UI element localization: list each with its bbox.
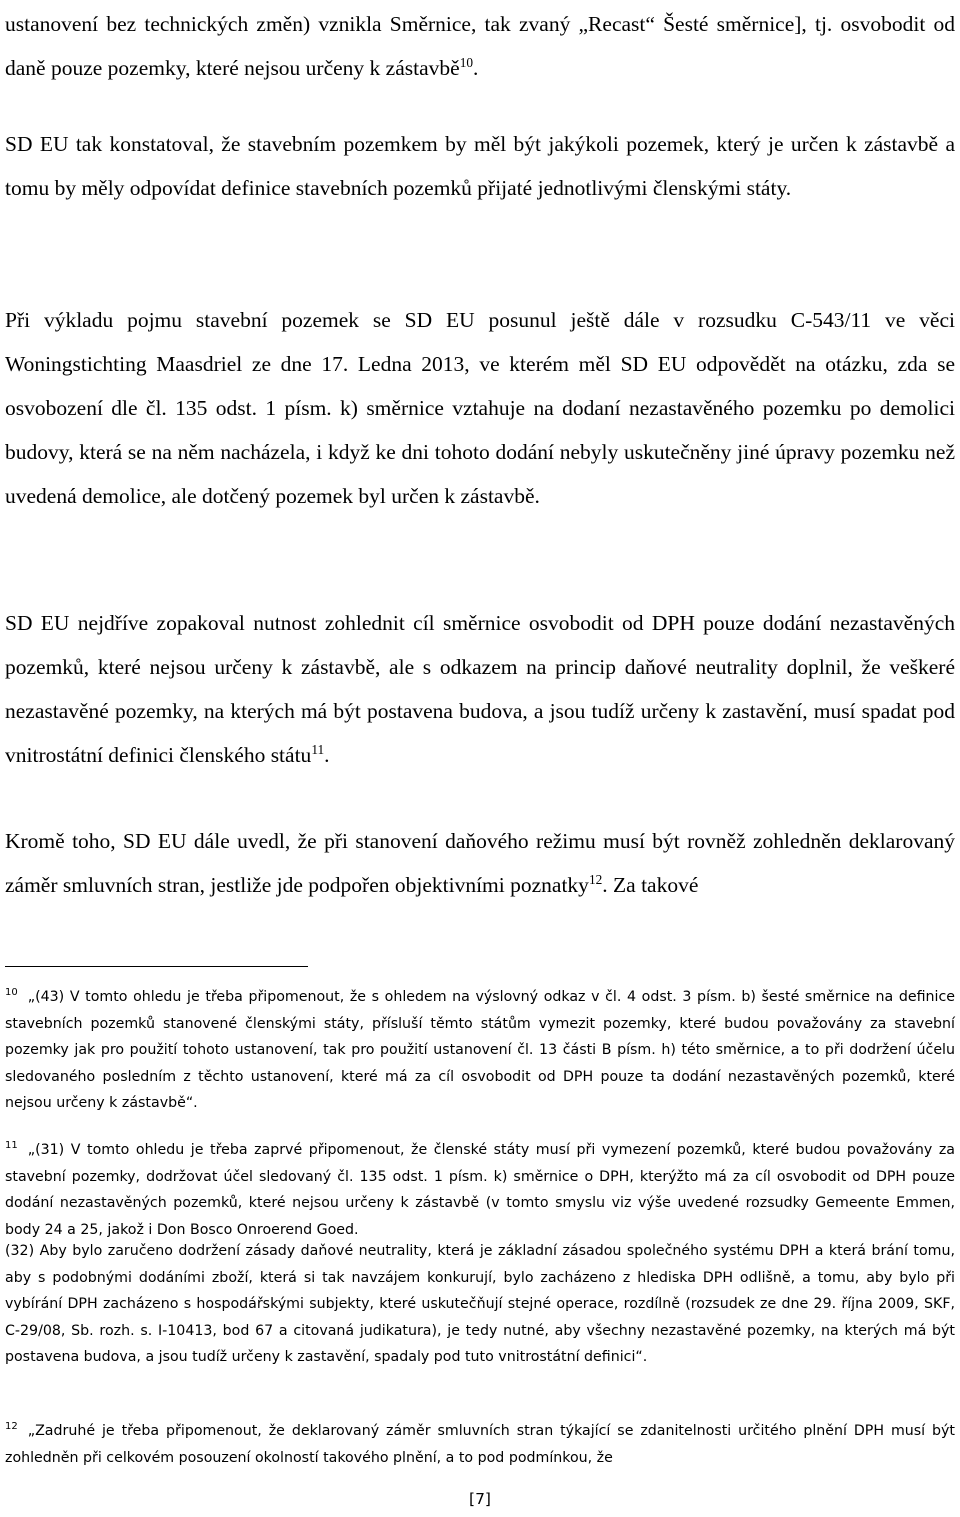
footnote-10 <box>5 984 955 1117</box>
footnote-number: 10 <box>5 987 18 999</box>
footnote-number: 12 <box>5 1421 18 1433</box>
footnote-text: (32) Aby bylo zaručeno dodržení zásady daňové neutrality, která je základní zásadou společného systému DPH a která brání tomu, aby s podobnými dodáními zboží, která si tak navzájem konkurují, bylo zacházeno z hlediska DPH odlišně, a tomu, aby bylo při vybírání DPH zacházeno s hospodářskými subjekty, které uskutečňují stejné operace, rozdílně (rozsudek ze dne 29. října 2009, SKF, C-29/08, Sb. rozh. s. I-10413, bod 67 a citovaná judikatura), je tedy nutné, aby všechny nezastavěné pozemky, na kterých má být postavena budova, a jsou tudíž určeny k zastavění, spadaly pod tuto vnitrostátní definici“. <box>5 1243 955 1365</box>
footnote-11 <box>5 1137 955 1243</box>
paragraph-neutrality: SD EU nejdříve zopakoval nutnost zohlednit cíl směrnice osvobodit od DPH pouze dodání nezastavěných pozemků, které nejsou určeny k zástavbě, ale s odkazem na princip daňové neutrality doplnil, že veškeré nezastavěné pozemky, na kterých má být postavena budova, a jsou tudíž určeny k zastavění, musí spadat pod vnitrostátní definici členského státu$^{11}$. <box>5 611 955 767</box>
footnote-separator <box>5 966 308 967</box>
footnote-text: „(43) V tomto ohledu je třeba připomenout, že s ohledem na výslovný odkaz v čl. 4 odst. 3 písm. b) šesté směrnice na definice stavebních pozemků stanovené členskými státy, přísluší těmto státům vymezit pozemky, které budou považovány za stavební pozemky jak pro použití tohoto ustanovení, tak pro použití ustanovení čl. 13 části B písm. h) této směrnice, a to při dodržení účelu sledovaného posledním z těchto ustanovení, které má za cíl osvobodit od DPH pouze ta dodání nezastavěných pozemků, které nejsou určeny k zástavbě“. <box>5 989 955 1111</box>
footnote-text: „Zadruhé je třeba připomenout, že deklarovaný záměr smluvních stran týkající se zdanitelnosti určitého plnění DPH musí být zohledněn při celkovém posouzení okolností takového plnění, a to pod podmínkou, že <box>5 1423 955 1466</box>
page-number: [7] <box>469 1490 491 1508</box>
paragraph-recast: ustanovení bez technických změn) vznikla Směrnice, tak zvaný „Recast“ Šesté směrnice], tj. osvobodit od daně pouze pozemky, které nejsou určeny k zástavbě$^{10}$. <box>5 12 955 80</box>
paragraph-case-c543 <box>5 298 955 518</box>
footnote-ref-10[interactable]: 10 <box>459 54 474 70</box>
footnote-text: „(31) V tomto ohledu je třeba zaprvé připomenout, že členské státy musí při vymezení pozemků, které budou považovány za stavební pozemky, dodržovat účel sledovaný čl. 135 odst. 1 písm. k) směrnice o DPH, kterýžto má za cíl osvobodit od DPH pouze dodání nezastavěných pozemků, které nejsou určeny k zástavbě (v tomto smyslu viz výše uvedené rozsudky Gemeente Emmen, body 24 a 25, jakož i Don Bosco Onroerend Goed. <box>5 1142 955 1238</box>
footnote-12 <box>5 1418 955 1471</box>
paragraph-text: Kromě toho, SD EU dále uvedl, že při stanovení daňového režimu musí být rovněž zohledněn deklarovaný záměr smluvních stran, jestliže jde podpořen objektivními poznatky <box>5 829 955 897</box>
paragraph-text: ustanovení bez technických změn) vznikla Směrnice, tak zvaný „Recast“ Šesté směrnice], tj. osvobodit od daně pouze pozemky, které nejsou určeny k zástavbě <box>5 12 955 80</box>
footnote-number: 11 <box>5 1140 18 1152</box>
footnote-ref-12[interactable]: 12 <box>588 871 603 887</box>
paragraph-declared-intent: Kromě toho, SD EU dále uvedl, že při stanovení daňového režimu musí být rovněž zohledněn deklarovaný záměr smluvních stran, jestliže jde podpořen objektivními poznatky$^{12}$. Za takové <box>5 829 955 897</box>
paragraph-text: SD EU nejdříve zopakoval nutnost zohlednit cíl směrnice osvobodit od DPH pouze dodání nezastavěných pozemků, které nejsou určeny k zástavbě, ale s odkazem na princip daňové neutrality doplnil, že veškeré nezastavěné pozemky, na kterých má být postavena budova, a jsou tudíž určeny k zastavění, musí spadat pod vnitrostátní definici členského státu <box>5 611 955 767</box>
footnote-11-continuation <box>5 1238 955 1371</box>
paragraph-building-land <box>5 122 955 210</box>
footnote-ref-11[interactable]: 11 <box>311 741 325 757</box>
paragraph-text: SD EU tak konstatoval, že stavebním pozemkem by měl být jakýkoli pozemek, který je určen k zástavbě a tomu by měly odpovídat definice stavebních pozemků přijaté jednotlivými členskými státy. <box>5 132 955 200</box>
paragraph-text: Při výkladu pojmu stavební pozemek se SD EU posunul ještě dále v rozsudku C-543/11 ve věci Woningstichting Maasdriel ze dne 17. Ledna 2013, ve kterém měl SD EU odpovědět na otázku, zda se osvobození dle čl. 135 odst. 1 písm. k) směrnice vztahuje na dodaní nezastavěného pozemku po demolici budovy, která se na něm nacházela, i když ke dni tohoto dodání nebyly uskutečněny jiné úpravy pozemku než uvedená demolice, ale dotčený pozemek byl určen k zástavbě. <box>5 308 955 508</box>
